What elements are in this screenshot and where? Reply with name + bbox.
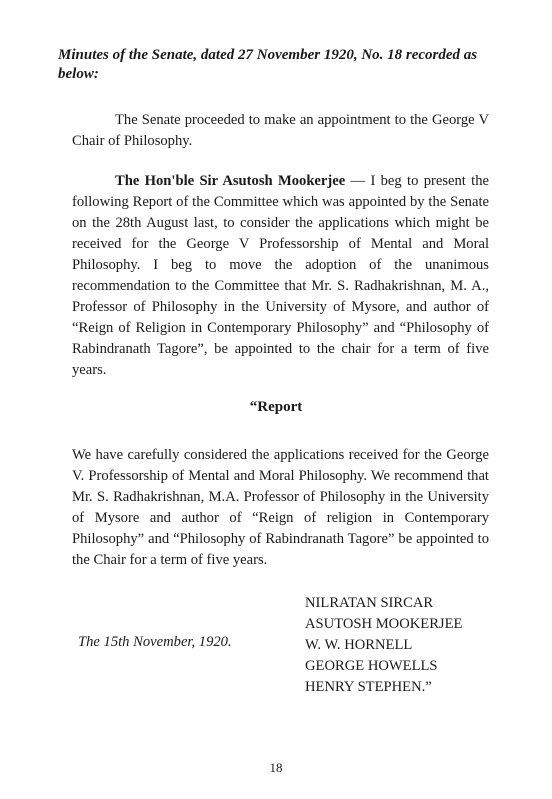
report-title: “Report xyxy=(249,399,303,415)
signatory-name: ASUTOSH MOOKERJEE xyxy=(305,616,463,632)
signatory-name: GEORGE HOWELLS xyxy=(305,658,438,674)
signatory-name: HENRY STEPHEN.” xyxy=(305,679,432,695)
senate-proceeding-paragraph: The Senate proceeded to make an appointment to the George V Chair of Philosophy. xyxy=(72,112,489,149)
report-paragraph: We have carefully considered the applications received for the George V. Professorship of Mental and Moral Philosophy. We recommend that Mr. S. Radhakrishnan, M.A. Professor of Philosophy in the University of Mysore and author of “Reign of religion in Contemporary Philosophy” and “Philosophy of Rabindranath Tagore” be appointed to the Chair for a term of five years. xyxy=(72,447,489,568)
mookerjee-statement-paragraph xyxy=(72,171,489,381)
report-date: The 15th November, 1920. xyxy=(78,634,232,650)
statement-text: — I beg to present the following Report of the Committee which was appointed by the Senate on the 28th August last, to consider the applications which might be received for the George V Professorship of Mental and Moral Philosophy. I beg to move the adoption of the unanimous recommendation to the Committee that Mr. S. Radhakrishnan, M. A., Professor of Philosophy in the University of Mysore, and author of “Reign of Religion in Contemporary Philosophy” and “Philosophy of Rabindranath Tagore”, be appointed to the chair for a term of five years. xyxy=(72,173,489,378)
signatories-list xyxy=(305,593,515,698)
minutes-heading: Minutes of the Senate, dated 27 November 1920, No. 18 recorded as below: xyxy=(58,47,478,82)
signatory-name: W. W. HORNELL xyxy=(305,637,413,653)
signatory-name: NILRATAN SIRCAR xyxy=(305,595,434,611)
speaker-name: The Hon'ble Sir Asutosh Mookerjee xyxy=(115,173,346,189)
page-number: 18 xyxy=(269,760,283,775)
